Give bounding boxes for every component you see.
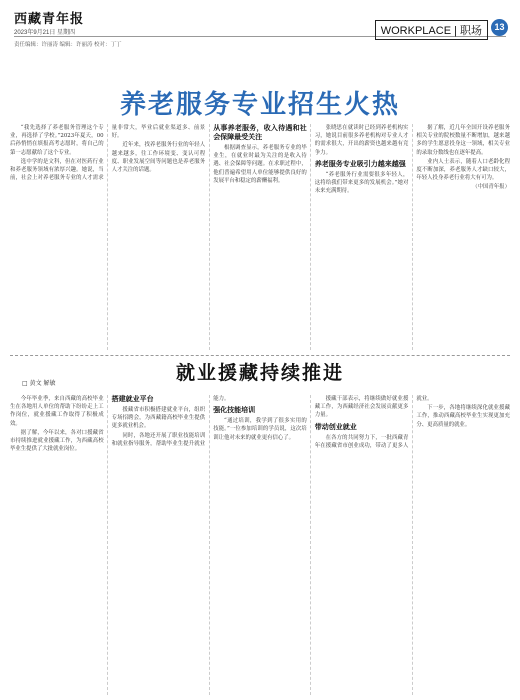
article-2-paragraph: 在各方的共同努力下，一批西藏青年在援藏省市创业成功，带动了更多人就业。 — [314, 396, 433, 449]
article-1-subheading: 养老服务专业吸引力越来越强 — [314, 159, 406, 168]
article-2-body — [10, 395, 510, 695]
newspaper-logo: 西藏青年报 — [14, 12, 85, 27]
section-tag: WORKPLACE | 职场 — [375, 20, 488, 40]
page-number-badge: 13 — [491, 19, 508, 36]
masthead — [0, 0, 520, 52]
article-1-subheading: 从事养老服务，收入待遇和社会保障最受关注 — [213, 124, 307, 141]
article-2-paragraph: 援藏省市积极搭建就业平台，组织专场招聘会，为西藏籍高校毕业生提供更多就业机会。 — [111, 407, 206, 430]
article-1-paragraph: “养老服务行业需要很多年轻人，这将给我们带来更多的发展机会。”她对未来充满期待。 — [314, 171, 409, 195]
article-2-byline: □ 黄文 解敏 — [22, 380, 56, 387]
article-2-paragraph: 今年毕业季，来自西藏的高校毕业生在各地用人单位的帮助下纷纷走上工作岗位，就业援藏工作取得了积极成效。 — [10, 396, 104, 427]
article-2-paragraph: “通过培训，我学到了很多实用的技能。”一位参加培训的学员说，这次培训让他对未来的就业更有信心了。 — [213, 418, 307, 441]
issue-date: 2023年9月21日 星期四 — [14, 30, 76, 36]
article-1-body — [10, 124, 510, 350]
article-1-paragraph: 业内人士表示，随着人口老龄化程度不断加深，养老服务人才缺口较大，年轻人投身养老行业将大有可为。 — [416, 158, 510, 182]
article-2-headline: 就业援藏持续推进 — [175, 362, 344, 384]
article-1-source: （中国青年报） — [472, 184, 510, 191]
article-2-paragraph: 同时，各地还开展了职业技能培训和就业指导服务，帮助毕业生提升就业能力。 — [111, 396, 230, 447]
editor-credits: 责任编辑：许丽涛 编辑：许丽涛 校对：丁丁 — [14, 42, 122, 48]
article-2-subheading: 强化技能培训 — [213, 406, 256, 415]
article-1-paragraph: 据了解，近几年全国开设养老服务相关专业的院校数量不断增加，越来越多的学生愿意投身这一领域，相关专业的录取分数线也在逐年提高。 — [416, 125, 510, 156]
article-1-paragraph: 根据调查显示，养老服务专业的毕业生，在就业时最为关注的是收入待遇、社会保障等问题。在求职过程中，他们普遍希望用人单位能够提供良好的发展平台和稳定的薪酬福利。 — [213, 145, 307, 184]
article-2-paragraph: 援藏干部表示，将继续做好就业援藏工作，为西藏经济社会发展贡献更多力量。 — [314, 396, 409, 419]
article-2-subheading: 带动创业就业 — [314, 422, 357, 431]
article-2-paragraph: 下一步，各地将继续深化就业援藏工作，推动西藏高校毕业生实现更加充分、更高质量的就业。 — [416, 405, 510, 428]
article-2-subheading: 搭建就业平台 — [111, 395, 154, 403]
section-divider — [10, 355, 510, 356]
article-2-paragraph: 据了解，今年以来，各对口援藏省市持续推进就业援藏工作，为西藏高校毕业生提供了大批就业岗位。 — [10, 429, 104, 453]
article-1-paragraph: 选中学的是文科，但在对医药行业和养老服务领域有浓厚兴趣。她说，当前，社会上对养老服务专业的人才需求量非常大，毕业后就业渠道多、前景好。 — [10, 125, 206, 182]
article-1-paragraph: “我先选择了养老服务管理这个专业，再选择了学校。”2023年夏天，00后孙悄悄在填报高考志愿时，将自己的第一志愿献给了这个专业。 — [10, 125, 104, 156]
article-1-headline: 养老服务专业招生火热 — [119, 90, 400, 120]
article-1-paragraph: 张晓思在就读时已经到养老机构实习，她说目前很多养老机构对专业人才的需求很大，开出的薪资也越来越有竞争力。 — [314, 125, 409, 156]
article-1-paragraph: 近年来，找养老服务行业的年轻人越来越多，往工作环境变、变认可程度、职业发展空间等问题也是养老服务人才关注的话题。 — [111, 142, 206, 174]
